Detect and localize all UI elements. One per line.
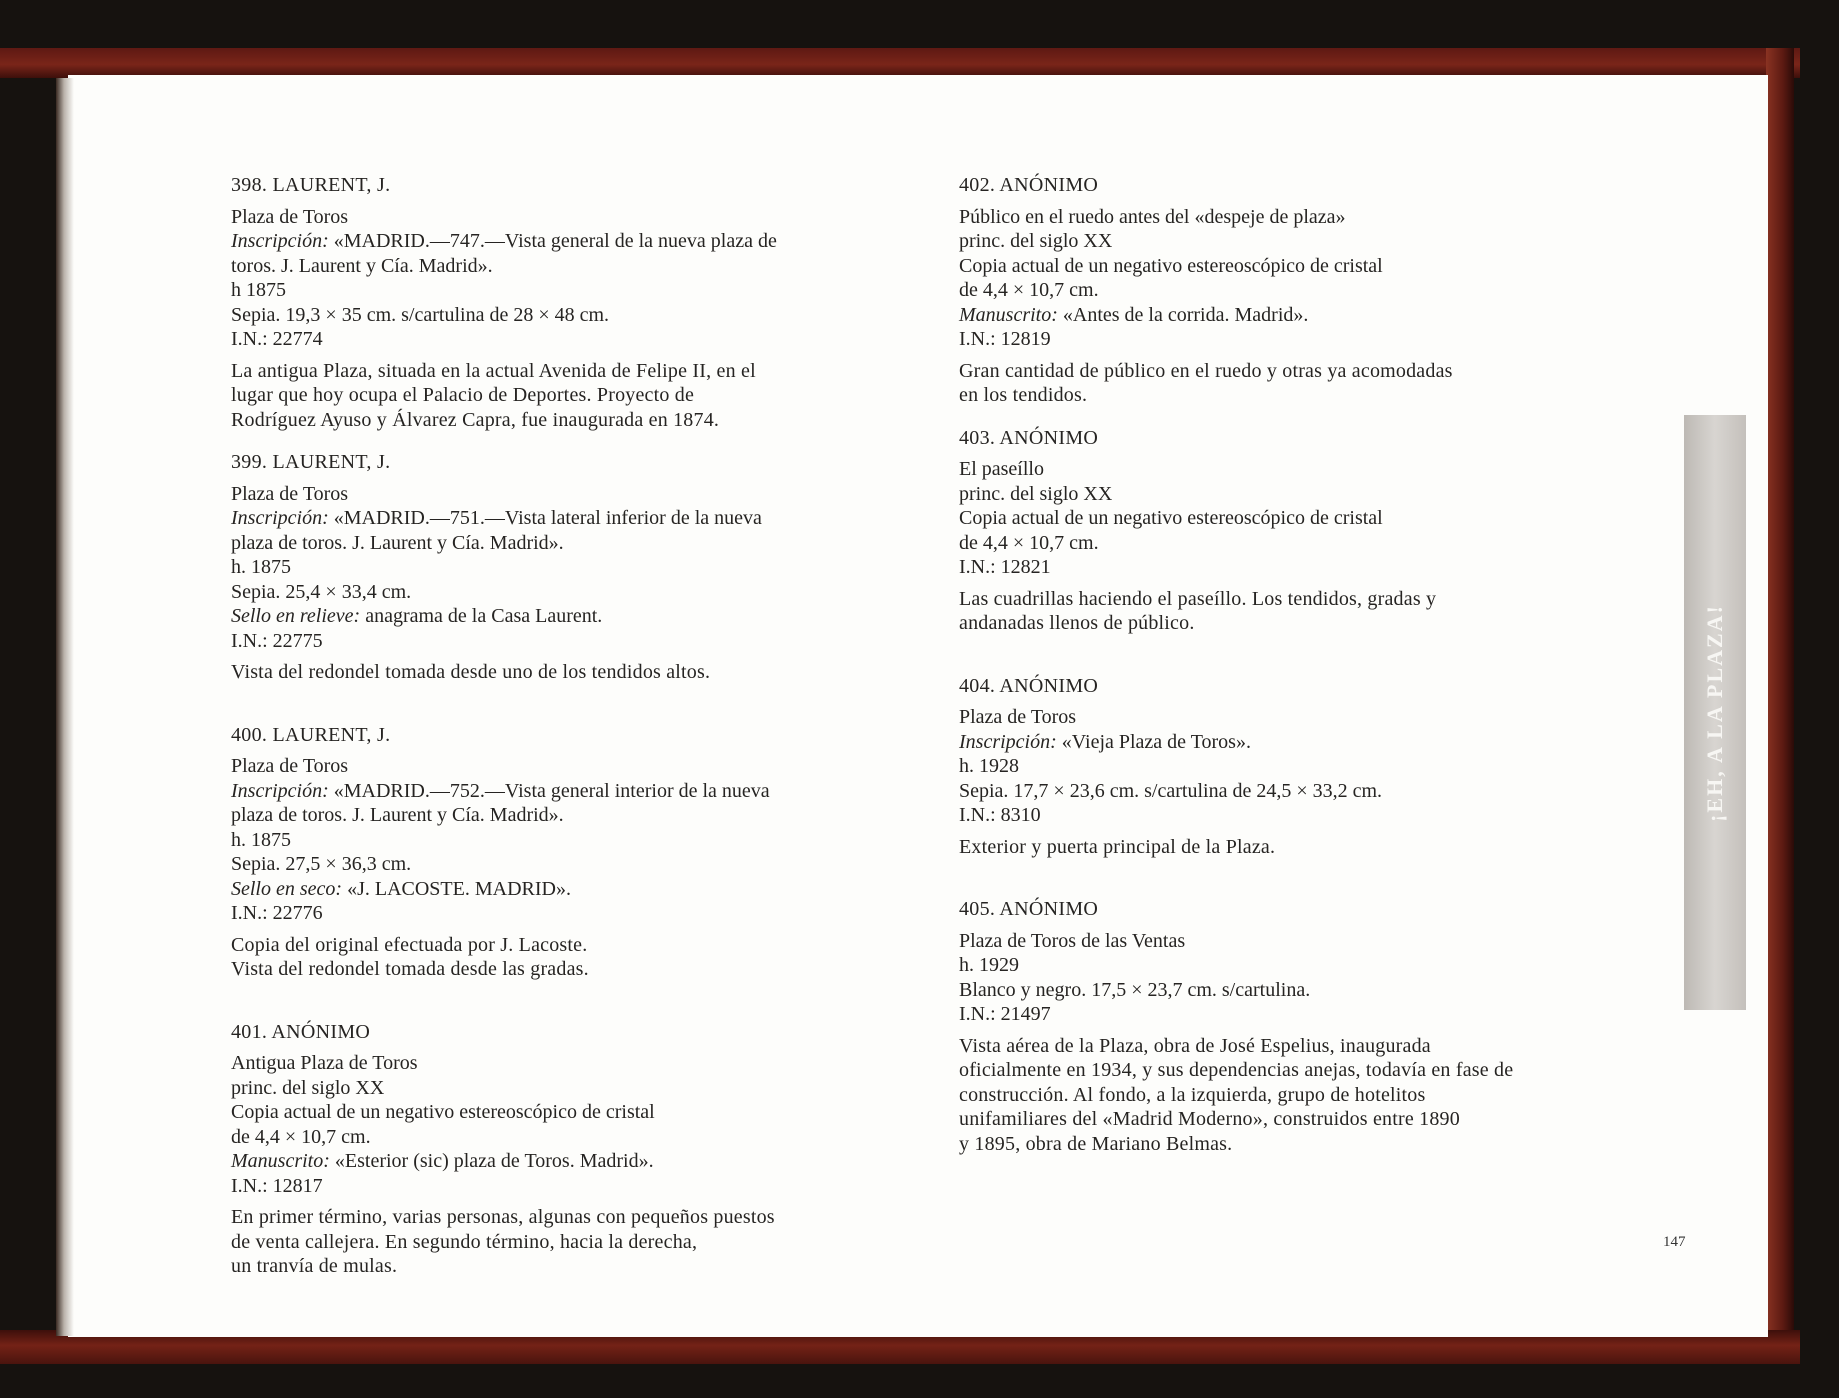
entry-inventory-number: I.N.: 22774 <box>231 328 323 350</box>
entry-technique: Copia actual de un negativo estereoscópico de cristal <box>959 507 1383 529</box>
manuscript-text: «Antes de la corrida. Madrid». <box>1057 303 1309 326</box>
catalog-entry-403 <box>959 426 1619 636</box>
stamp-label: Sello en seco: <box>231 877 343 900</box>
entry-date: h. 1875 <box>231 556 291 578</box>
entry-line: plaza de toros. J. Laurent y Cía. Madrid». <box>231 531 564 554</box>
entry-description <box>959 587 1619 636</box>
manuscript-label: Manuscrito: <box>959 303 1058 326</box>
entry-dimensions: de 4,4 × 10,7 cm. <box>231 1125 371 1148</box>
entry-technique: Sepia. 17,7 × 23,6 cm. s/cartulina de 24,5 × 33,2 cm. <box>959 779 1383 802</box>
page-gutter-shadow <box>56 78 74 1336</box>
entry-inventory-number: I.N.: 21497 <box>959 1003 1051 1025</box>
description-line: oficialmente en 1934, y sus dependencias anejas, todavía en fase de <box>959 1059 1514 1081</box>
entry-title: Plaza de Toros de las Ventas <box>959 929 1186 952</box>
entry-date: h. 1929 <box>959 954 1019 976</box>
description-line: Las cuadrillas haciendo el paseíllo. Los tendidos, gradas y <box>959 587 1437 610</box>
entry-description <box>959 359 1619 408</box>
entry-inscription <box>231 779 891 804</box>
entry-inventory-number: I.N.: 12817 <box>231 1174 323 1197</box>
entry-description <box>231 1205 891 1279</box>
stamp-text: «J. LACOSTE. MADRID». <box>342 877 571 900</box>
entry-reference: 401. ANÓNIMO <box>231 1020 371 1043</box>
catalog-entry-405 <box>959 897 1619 1156</box>
entry-inventory-number: I.N.: 12819 <box>959 328 1051 350</box>
catalog-entry-400 <box>231 723 891 982</box>
entry-line: toros. J. Laurent y Cía. Madrid». <box>231 254 493 277</box>
description-line: lugar que hoy ocupa el Palacio de Deportes. Proyecto de <box>231 384 695 406</box>
entry-stamp <box>231 877 891 902</box>
description-line: La antigua Plaza, situada en la actual Avenida de Felipe II, en el <box>231 359 756 382</box>
catalog-entry-398 <box>231 173 891 432</box>
entry-stamp <box>231 604 891 629</box>
entry-inventory-number: I.N.: 22775 <box>231 629 323 652</box>
entry-reference: 399. LAURENT, J. <box>231 451 391 473</box>
description-line: de venta callejera. En segundo término, hacia la derecha, <box>231 1230 698 1253</box>
inscription-label: Inscripción: <box>959 730 1057 753</box>
entry-technique: Sepia. 27,5 × 36,3 cm. <box>231 853 412 875</box>
entry-date: h. 1928 <box>959 755 1019 777</box>
left-column <box>231 173 891 1305</box>
description-line: Rodríguez Ayuso y Álvarez Capra, fue inaugurada en 1874. <box>231 408 720 431</box>
chapter-side-tab-label <box>1684 415 1746 1010</box>
entry-reference: 404. ANÓNIMO <box>959 674 1099 697</box>
entry-date: princ. del siglo XX <box>231 1076 385 1099</box>
entry-date: princ. del siglo XX <box>959 230 1113 252</box>
description-line: Gran cantidad de público en el ruedo y otras ya acomodadas <box>959 359 1453 382</box>
entry-date: h. 1875 <box>231 828 291 851</box>
description-line: construcción. Al fondo, a la izquierda, grupo de hotelitos <box>959 1083 1426 1106</box>
stamp-label: Sello en relieve: <box>231 605 361 627</box>
inscription-text: «MADRID.—747.—Vista general de la nueva plaza de <box>328 230 777 252</box>
inscription-text: «MADRID.—752.—Vista general interior de la nueva <box>328 779 770 802</box>
entry-reference: 398. LAURENT, J. <box>231 174 391 196</box>
description-line: andanadas llenos de público. <box>959 612 1195 634</box>
entry-title: Plaza de Toros <box>231 482 349 505</box>
entry-dimensions: de 4,4 × 10,7 cm. <box>959 279 1099 301</box>
inscription-text: «Vieja Plaza de Toros». <box>1056 730 1251 753</box>
entry-title: Plaza de Toros <box>231 755 349 777</box>
entry-date: princ. del siglo XX <box>959 482 1113 505</box>
inscription-text: «MADRID.—751.—Vista lateral inferior de la nueva <box>328 507 762 529</box>
description-line: unifamiliares del «Madrid Moderno», construidos entre 1890 <box>959 1108 1460 1130</box>
description-line: y 1895, obra de Mariano Belmas. <box>959 1132 1233 1155</box>
catalog-entry-399 <box>231 450 891 685</box>
inscription-label: Inscripción: <box>231 507 329 529</box>
entry-description <box>231 660 891 685</box>
page-number: 147 <box>1663 1234 1686 1250</box>
entry-description <box>231 359 891 433</box>
inscription-label: Inscripción: <box>231 230 329 252</box>
entry-reference: 400. LAURENT, J. <box>231 723 391 746</box>
entry-description <box>959 1034 1619 1157</box>
stamp-text: anagrama de la Casa Laurent. <box>360 605 603 627</box>
description-line: Vista del redondel tomada desde las gradas. <box>231 958 589 980</box>
catalog-entry-401 <box>231 1020 891 1279</box>
description-line: Copia del original efectuada por J. Lacoste. <box>231 933 588 956</box>
description-line: En primer término, varias personas, algunas con pequeños puestos <box>231 1206 775 1228</box>
inscription-label: Inscripción: <box>231 779 329 802</box>
description-line: en los tendidos. <box>959 384 1088 406</box>
entry-inscription <box>231 229 891 254</box>
entry-technique: Blanco y negro. 17,5 × 23,7 cm. s/cartulina. <box>959 978 1311 1001</box>
manuscript-text: «Esterior (sic) plaza de Toros. Madrid». <box>329 1150 654 1172</box>
chapter-title: ¡EH, A LA PLAZA! <box>1702 603 1727 822</box>
entry-dimensions: de 4,4 × 10,7 cm. <box>959 531 1099 554</box>
description-line: Exterior y puerta principal de la Plaza. <box>959 835 1276 858</box>
description-line: un tranvía de mulas. <box>231 1255 398 1277</box>
entry-inventory-number: I.N.: 8310 <box>959 804 1041 826</box>
description-line: Vista aérea de la Plaza, obra de José Espelius, inaugurada <box>959 1034 1431 1057</box>
entry-technique: Sepia. 19,3 × 35 cm. s/cartulina de 28 × 48 cm. <box>231 303 610 326</box>
entry-inventory-number: I.N.: 22776 <box>231 902 323 924</box>
entry-date: h 1875 <box>231 279 286 301</box>
entry-reference: 403. ANÓNIMO <box>959 426 1099 449</box>
entry-line: plaza de toros. J. Laurent y Cía. Madrid». <box>231 804 564 826</box>
entry-manuscript <box>959 303 1619 328</box>
entry-technique: Sepia. 25,4 × 33,4 cm. <box>231 580 412 603</box>
entry-technique: Copia actual de un negativo estereoscópico de cristal <box>231 1101 655 1123</box>
entry-reference: 405. ANÓNIMO <box>959 898 1099 920</box>
entry-title: El paseíllo <box>959 458 1044 480</box>
entry-title: Público en el ruedo antes del «despeje de plaza» <box>959 205 1346 228</box>
entry-description <box>231 933 891 982</box>
entry-inscription <box>959 730 1619 755</box>
book-binding-top <box>0 48 1800 78</box>
entry-title: Plaza de Toros <box>959 706 1077 728</box>
entry-technique: Copia actual de un negativo estereoscópico de cristal <box>959 254 1383 277</box>
entry-manuscript <box>231 1149 891 1174</box>
catalog-entry-402 <box>959 173 1619 408</box>
manuscript-label: Manuscrito: <box>231 1150 330 1172</box>
entry-inscription <box>231 506 891 531</box>
right-column <box>959 173 1619 1182</box>
entry-title: Antigua Plaza de Toros <box>231 1052 418 1074</box>
entry-title: Plaza de Toros <box>231 205 349 228</box>
entry-inventory-number: I.N.: 12821 <box>959 556 1051 578</box>
entry-description <box>959 835 1619 860</box>
book-binding-right <box>1766 48 1794 1364</box>
entry-reference: 402. ANÓNIMO <box>959 174 1099 196</box>
description-line: Vista del redondel tomada desde uno de los tendidos altos. <box>231 661 711 683</box>
catalog-entry-404 <box>959 674 1619 860</box>
